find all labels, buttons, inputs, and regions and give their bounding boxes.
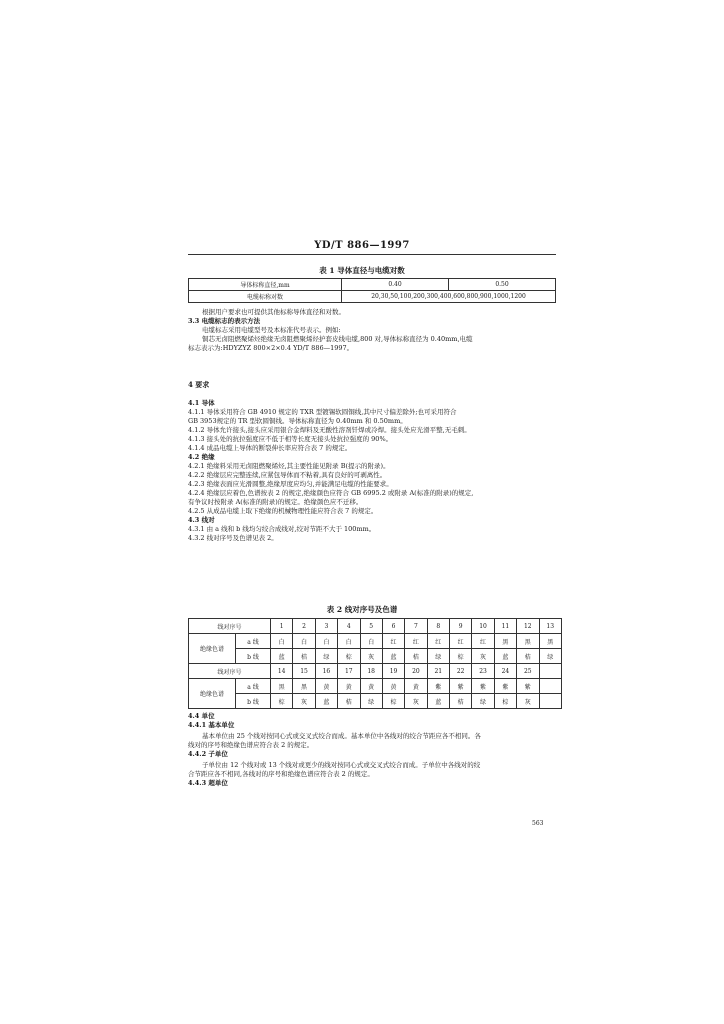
table2-empty-cell [539,664,562,679]
table2-cell: 绿 [360,694,382,709]
paragraph: 电缆标志采用电缆型号及本标准代号表示。例如: [202,326,341,334]
table2-cell: 桔 [517,649,539,664]
table2-cell: 蓝 [315,694,337,709]
table2-cell: 红 [427,634,449,649]
table2-cell: 25 [517,664,539,679]
paragraph: 4.1.4 成品电缆上导体的断裂伸长率应符合表 7 的规定。 [188,444,352,452]
table2-cell: 白 [293,634,315,649]
paragraph: 根据用户要求也可提供其他标称导体直径和对数。 [202,308,345,316]
table2-cell: 10 [472,619,494,634]
table2-cell: 桔 [450,694,472,709]
table2-cell: 红 [450,634,472,649]
paragraph: 有争议时按附录 A(标准的附录)的规定。绝缘颜色应不迁移。 [188,498,363,506]
paragraph: 4.2.2 绝缘层应完整连续,应紧包导体而不粘着,具有良好的可剥离性。 [188,471,387,479]
table2-cell: 灰 [517,694,539,709]
table2-cell: 红 [405,634,427,649]
table2-cell: 紫 [494,679,516,694]
table-row [189,619,562,634]
section-4-heading: 4 要求 [188,380,210,389]
paragraph: 4.4.1 基本单位 [188,721,235,729]
table2-cell: 桔 [293,649,315,664]
table2-cell: 5 [360,619,382,634]
table2-a-label: a 线 [236,679,271,694]
header-rule [188,254,556,255]
table2-cell: 6 [382,619,404,634]
table2-cell: 1 [271,619,293,634]
table2-cell: 紫 [472,679,494,694]
table2-cell: 2 [293,619,315,634]
paragraph: 4.2.5 从成品电缆上取下绝缘的机械物理性能应符合表 7 的规定。 [188,507,378,515]
table1-cell: 20,30,50,100,200,300,400,600,800,900,1000,1200 [342,291,556,303]
table-row [189,679,562,694]
table2-cell: 紫 [450,679,472,694]
table2-cell: 3 [315,619,337,634]
table2-cell: 黄 [405,679,427,694]
table1-row1-label: 导体标称直径,mm [189,279,342,291]
table2-cell: 23 [472,664,494,679]
paragraph: 基本单位由 25 个线对按同心式或交叉式绞合而成。基本单位中各线对的绞合节距应各不相同。各 [202,732,481,740]
table2-cell: 灰 [360,649,382,664]
table2-cell: 灰 [293,694,315,709]
paragraph: 铜芯无卤阻燃聚烯烃绝缘无卤阻燃聚烯烃护套皮线电缆,800 对,导体标称直径为 0.40mm,电缆 [202,335,473,343]
table2-caption: 表 2 线对序号及色谱 [326,605,398,614]
table2-cell: 15 [293,664,315,679]
table2-cell: 紫 [517,679,539,694]
table2-cell: 棕 [271,694,293,709]
table2-cell: 白 [360,634,382,649]
paragraph: 4.1 导体 [188,399,215,407]
table2-cell: 蓝 [427,694,449,709]
table2-cell: 蓝 [271,649,293,664]
paragraph: 4.3.2 线对序号及色谱见表 2。 [188,534,278,542]
table-row [189,634,562,649]
table2-cell: 蓝 [382,649,404,664]
table2-cell: 黄 [382,679,404,694]
table2 [188,618,562,709]
table2-color-label: 绝缘色谱 [189,679,236,709]
table1 [188,278,556,303]
table2-cell: 19 [382,664,404,679]
paragraph: 4.2.1 绝缘料采用无卤阻燃聚烯烃,其主要性能见附录 B(提示的附录)。 [188,462,390,470]
paragraph: 4.1.3 接头处的抗拉强度应不低于相等长度无接头处抗拉强度的 90%。 [188,435,393,443]
table2-cell: 22 [450,664,472,679]
table2-cell: 桔 [405,649,427,664]
table1-caption: 表 1 导体直径与电缆对数 [319,266,405,275]
table2-b-label: b 线 [236,649,271,664]
table2-cell: 黑 [539,634,562,649]
standard-header: YD/T 886—1997 [314,240,410,251]
table2-cell: 黑 [271,679,293,694]
table2-pair-label: 线对序号 [189,619,271,634]
table2-cell: 棕 [450,649,472,664]
table2-a-label: a 线 [236,634,271,649]
table2-cell: 8 [427,619,449,634]
table2-cell: 黄 [338,679,360,694]
table2-cell: 绿 [472,694,494,709]
table2-cell: 棕 [338,649,360,664]
table2-color-label: 绝缘色谱 [189,634,236,664]
paragraph: 标志表示为:HDYZYZ 800×2×0.4 YD/T 886—1997。 [188,344,354,352]
table2-cell: 12 [517,619,539,634]
table2-cell: 红 [472,634,494,649]
table2-cell: 棕 [494,694,516,709]
page-number: 563 [532,820,544,827]
table2-empty-cell [539,679,562,694]
table2-cell: 18 [360,664,382,679]
table-row [189,664,562,679]
table-row [189,279,556,291]
table2-cell: 9 [450,619,472,634]
table2-cell: 灰 [472,649,494,664]
table2-cell: 桔 [338,694,360,709]
table2-cell: 蓝 [494,649,516,664]
table2-cell: 白 [315,634,337,649]
table2-cell: 绿 [539,649,562,664]
table2-cell: 绿 [315,649,337,664]
table-row [189,291,556,303]
table2-cell: 14 [271,664,293,679]
table2-cell: 白 [271,634,293,649]
paragraph: 3.3 电缆标志的表示方法 [188,317,261,325]
table2-cell: 黑 [517,634,539,649]
table2-b-label: b 线 [236,694,271,709]
table2-cell: 7 [405,619,427,634]
paragraph: GB 3953规定的 TR 型软圆铜线。导体标称直径为 0.40mm 和 0.50mm。 [188,417,407,425]
paragraph: 4.1.2 导体允许接头,接头应采用银合金焊料及无酸性溶剂钎焊或冷焊。接头处应光滑平整,无毛刺。 [188,426,471,434]
table2-cell: 17 [338,664,360,679]
text-block-2 [188,399,473,543]
table1-cell: 0.50 [449,279,556,291]
paragraph: 4.2.3 绝缘表面应光滑圆整,绝缘厚度应均匀,并能满足电缆的性能要求。 [188,480,393,488]
paragraph: 4.3.1 由 a 线和 b 线均匀绞合成线对,绞对节距不大于 100mm。 [188,525,376,533]
table2-cell: 21 [427,664,449,679]
table1-cell: 0.40 [342,279,449,291]
table2-cell: 紫 [427,679,449,694]
table-row [189,694,562,709]
table2-cell: 4 [338,619,360,634]
paragraph: 4.2.4 绝缘层应着色,色谱按表 2 的规定,绝缘颜色应符合 GB 6995.2 或附录 A(标准的附录)的规定, [188,489,474,497]
text-block-1 [188,308,473,353]
table2-cell: 13 [539,619,562,634]
table2-cell: 20 [405,664,427,679]
paragraph: 4.1.1 导体采用符合 GB 4910 规定的 TXR 型镀锡软圆铜线,其中尺寸偏差除外;也可采用符合 [188,408,457,416]
table2-cell: 白 [338,634,360,649]
table2-empty-cell [539,694,562,709]
paragraph: 4.3 线对 [188,516,215,524]
text-block-3 [188,712,481,788]
paragraph: 线对的序号和绝缘色谱应符合表 2 的规定。 [188,741,314,749]
table2-cell: 黑 [293,679,315,694]
table1-row2-label: 电缆标称对数 [189,291,342,303]
table2-cell: 黑 [494,634,516,649]
table2-cell: 绿 [427,649,449,664]
table2-cell: 棕 [382,694,404,709]
table2-cell: 24 [494,664,516,679]
paragraph: 4.4.3 超单位 [188,779,228,787]
table2-cell: 黄 [315,679,337,694]
table2-pair-label: 线对序号 [189,664,271,679]
table2-cell: 黄 [360,679,382,694]
table-row [189,649,562,664]
table2-cell: 11 [494,619,516,634]
paragraph: 合节距应各不相同,各线对的序号和绝缘色谱应符合表 2 的规定。 [188,770,374,778]
table2-cell: 16 [315,664,337,679]
paragraph: 4.4.2 子单位 [188,750,228,758]
table2-cell: 灰 [405,694,427,709]
table2-cell: 红 [382,634,404,649]
paragraph: 4.4 单位 [188,712,215,720]
paragraph: 子单位由 12 个线对或 13 个线对或更少的线对按同心式或交叉式绞合而成。子单位中各线对的绞 [202,761,481,769]
paragraph: 4.2 绝缘 [188,453,215,461]
